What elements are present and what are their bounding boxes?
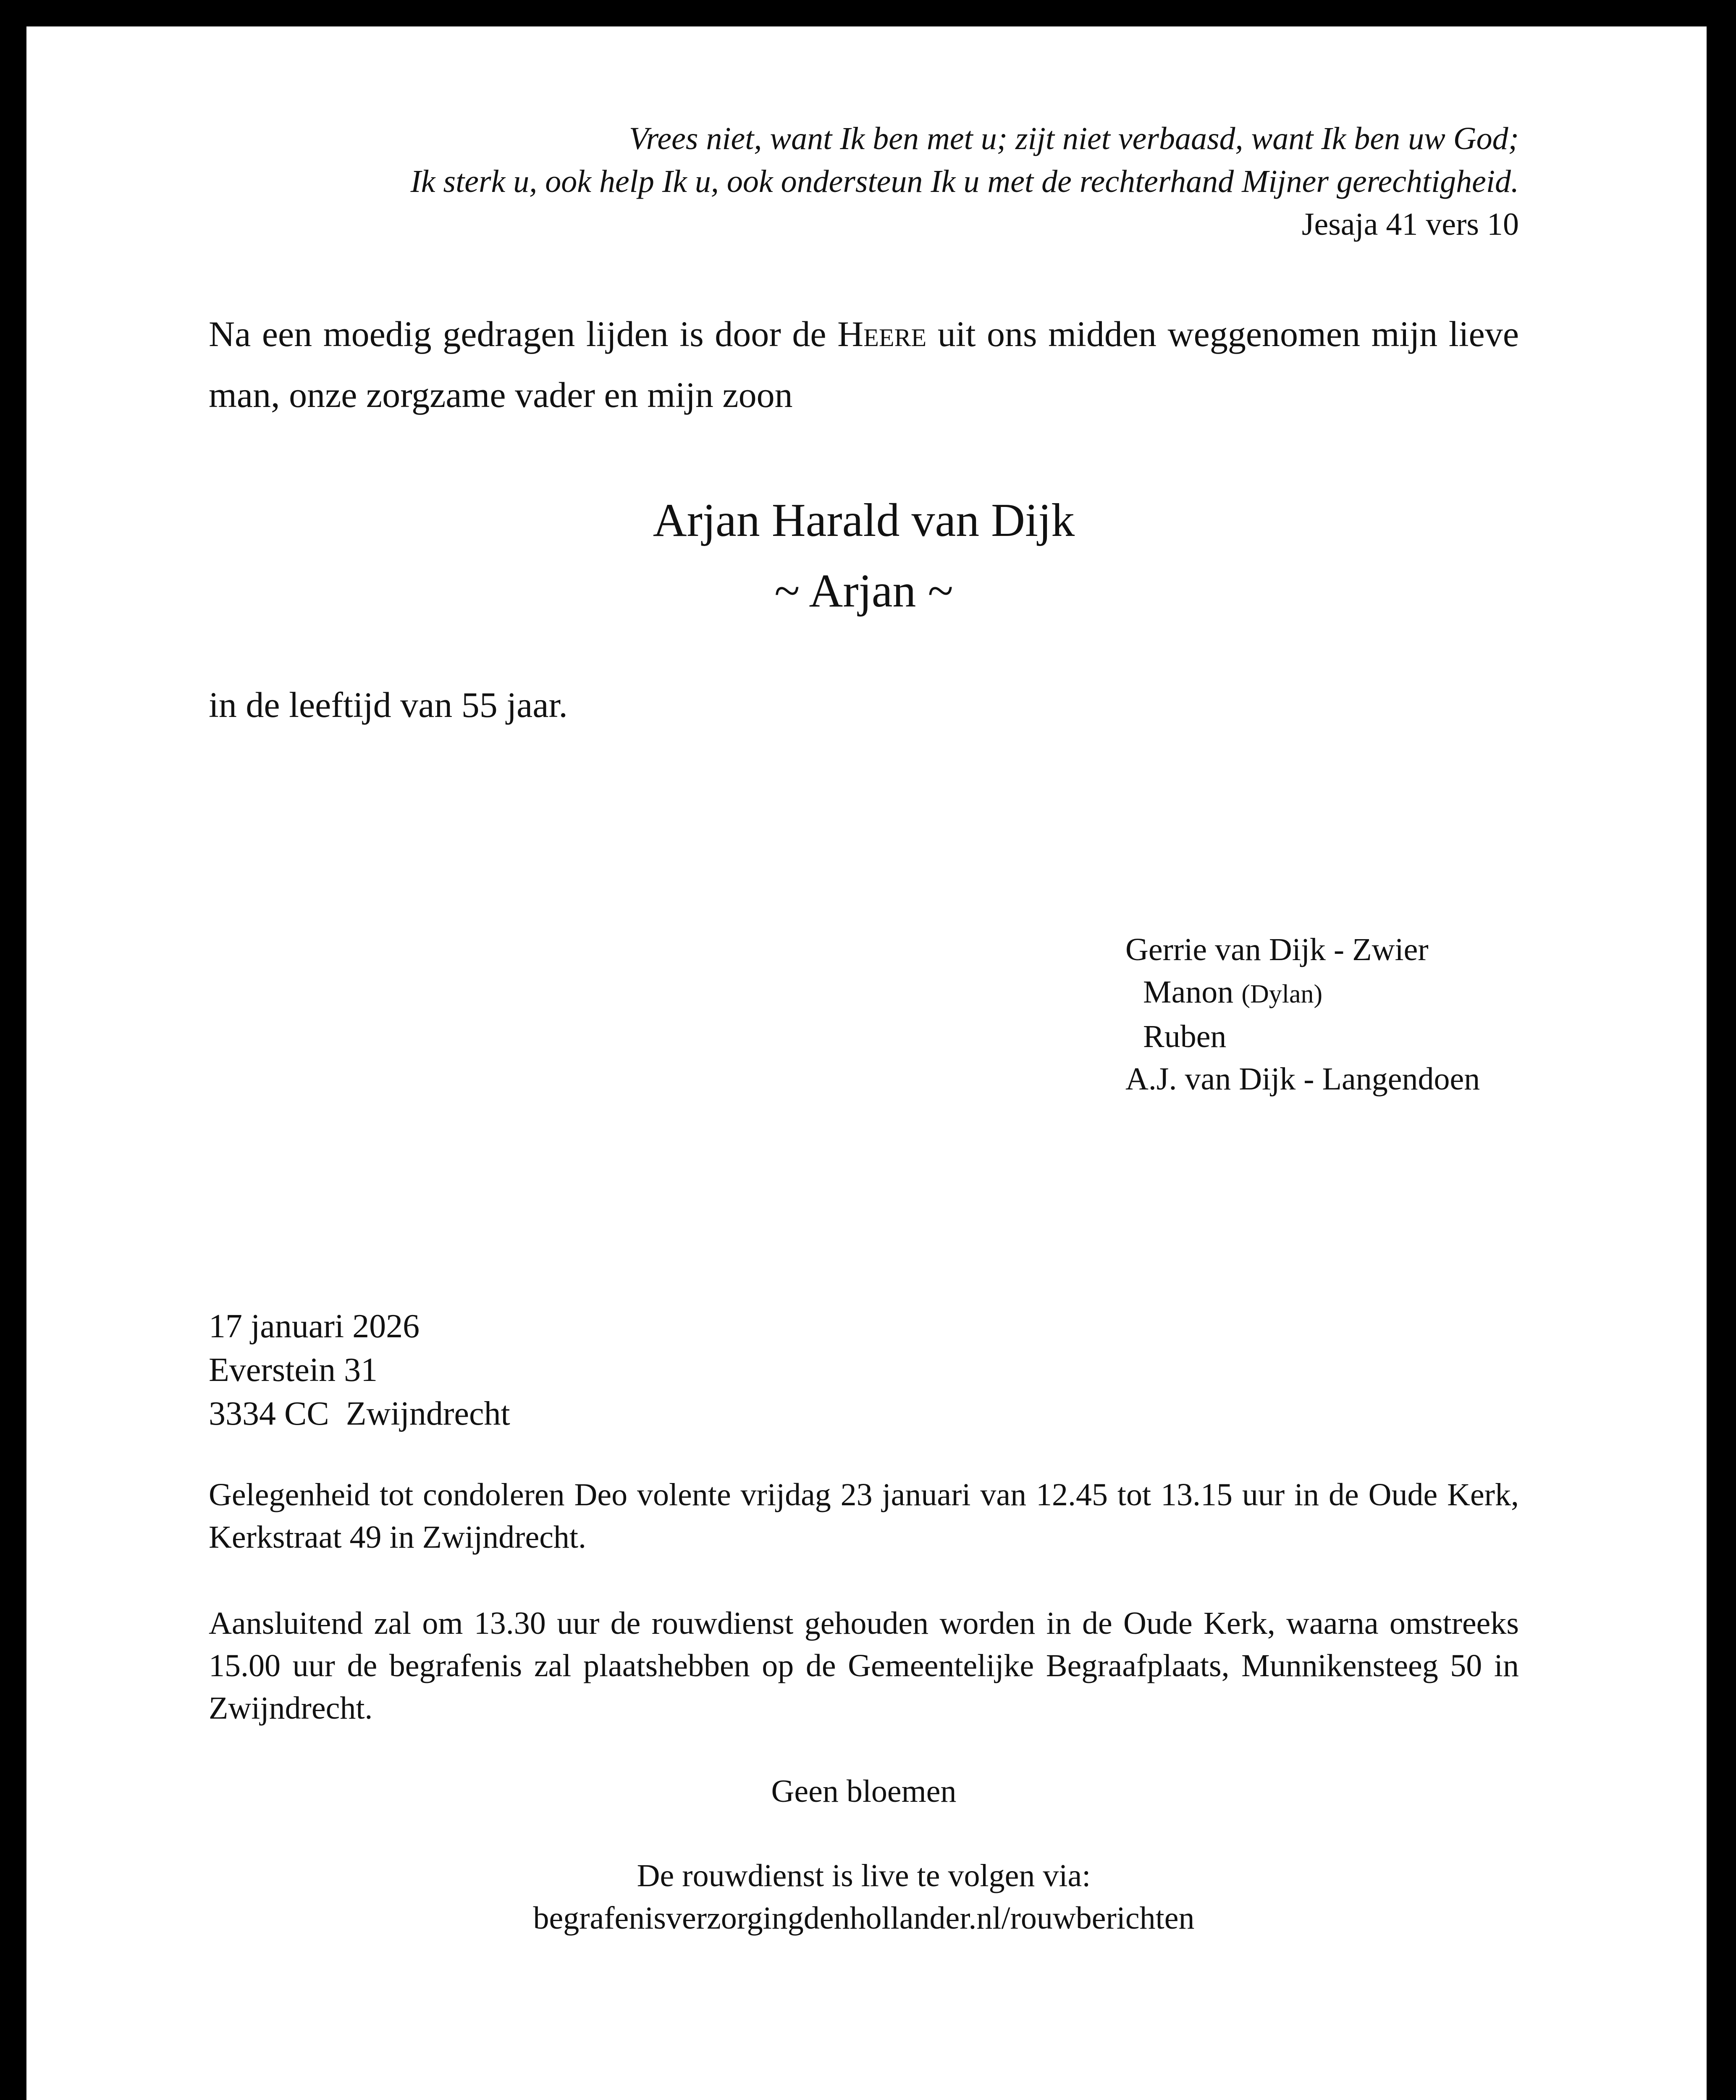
family-spouse: Gerrie van Dijk - Zwier	[1125, 932, 1429, 967]
obituary-card	[26, 26, 1707, 2100]
verse-reference: Jesaja 41 vers 10	[1301, 207, 1519, 242]
child-1-partner: (Dylan)	[1241, 980, 1323, 1008]
bible-verse	[209, 117, 1519, 246]
livestream-info	[209, 1855, 1519, 1940]
address-date: 17 januari 2026	[209, 1308, 420, 1345]
deceased-nickname: ~ Arjan ~	[774, 565, 953, 617]
family-list	[1125, 929, 1480, 1100]
verse-line-1: Vrees niet, want Ik ben met u; zijt niet verbaasd, want Ik ben uw God;	[629, 121, 1519, 156]
family-child-1	[1125, 971, 1480, 1016]
intro-text-after: uit ons midden weggenomen mijn lieve man, onze zorgzame vader en mijn zoon	[209, 314, 1519, 415]
condolence-paragraph: Gelegenheid tot condoleren Deo volente vrijdag 23 januari van 12.45 tot 13.15 uur in de Oude Kerk, Kerkstraat 49 in Zwijndrecht.	[209, 1477, 1519, 1555]
deceased-name-block	[209, 485, 1519, 626]
child-1-name: Manon	[1143, 974, 1234, 1010]
service-paragraph: Aansluitend zal om 13.30 uur de rouwdienst gehouden worden in de Oude Kerk, waarna omstreeks 15.00 uur de begrafenis zal plaatshebben op de Gemeentelijke Begraafplaats, Munnikensteeg 50 in Zwijndrecht.	[209, 1606, 1519, 1726]
livestream-url: begrafenisverzorgingdenhollander.nl/rouwberichten	[533, 1900, 1195, 1936]
family-parent: A.J. van Dijk - Langendoen	[1125, 1061, 1480, 1097]
no-flowers-notice: Geen bloemen	[771, 1774, 957, 1809]
address-postal-city: 3334 CC Zwijndrecht	[209, 1395, 510, 1432]
deceased-full-name: Arjan Harald van Dijk	[653, 494, 1075, 546]
address-street: Everstein 31	[209, 1352, 378, 1389]
intro-lord: Heere	[837, 314, 927, 354]
intro-text-before: Na een moedig gedragen lijden is door de	[209, 314, 838, 354]
livestream-label: De rouwdienst is live te volgen via:	[637, 1858, 1091, 1893]
family-child-2: Ruben	[1143, 1019, 1227, 1054]
age-statement: in de leeftijd van 55 jaar.	[209, 685, 568, 725]
address-block	[209, 1305, 1519, 1436]
verse-line-2: Ik sterk u, ook help Ik u, ook ondersteun Ik u met de rechterhand Mijner gerechtigheid.	[410, 164, 1519, 199]
announcement-intro	[209, 304, 1519, 425]
